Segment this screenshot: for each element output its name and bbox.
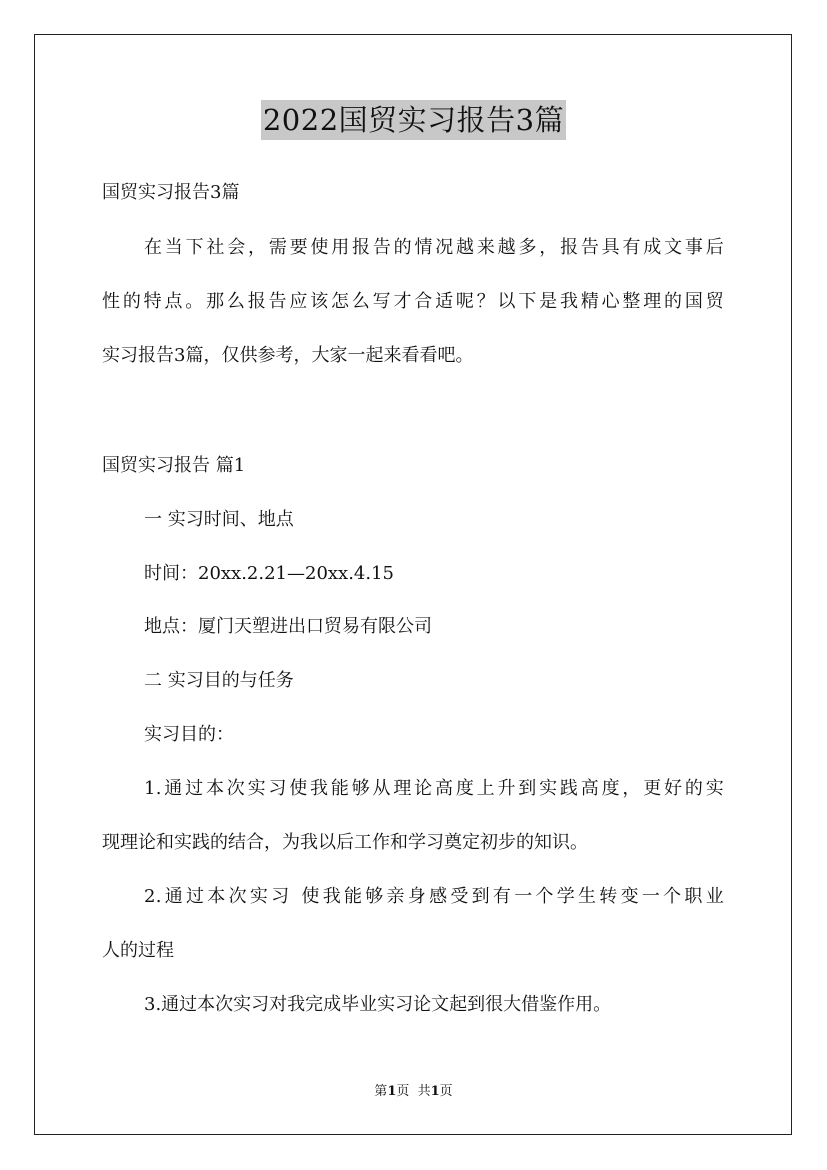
title-wrapper: [0, 100, 827, 140]
goal-1-line-2: 现理论和实践的结合，为我以后工作和学习奠定初步的知识。: [102, 832, 588, 853]
document-subtitle: 国贸实习报告3篇: [102, 182, 240, 203]
footer-total-pages: 1: [430, 1084, 440, 1099]
intro-line-2: 性的特点。那么报告应该怎么写才合适呢？以下是我精心整理的国贸: [102, 291, 724, 312]
footer-page-mid: 页 共: [396, 1084, 431, 1099]
time-line: 时间：20xx.2.21—20xx.4.15: [144, 563, 395, 584]
goal-3-line: 3.通过本次实习对我完成毕业实习论文起到很大借鉴作用。: [144, 994, 612, 1015]
intro-line-3: 实习报告3篇，仅供参考，大家一起来看看吧。: [102, 345, 474, 366]
document-title: 2022国贸实习报告3篇: [261, 100, 566, 140]
goal-1-line-1: 1.通过本次实习使我能够从理论高度上升到实践高度，更好的实: [144, 778, 724, 799]
footer-page-suffix: 页: [439, 1084, 453, 1099]
intro-line-1: 在当下社会，需要使用报告的情况越来越多，报告具有成文事后: [144, 237, 724, 258]
footer-page-prefix: 第: [374, 1084, 388, 1099]
section-heading: 国贸实习报告 篇1: [102, 455, 246, 476]
item-2-heading: 二 实习目的与任务: [144, 670, 294, 691]
place-line: 地点：厦门天塑进出口贸易有限公司: [144, 616, 432, 637]
goal-2-line-1: 2.通过本次实习 使我能够亲身感受到有一个学生转变一个职业: [144, 886, 724, 907]
goal-label: 实习目的：: [144, 724, 234, 745]
goal-2-line-2: 人的过程: [102, 940, 174, 961]
page-footer: [0, 1083, 827, 1101]
footer-page-number: 1: [387, 1084, 397, 1099]
item-1-heading: 一 实习时间、地点: [144, 509, 294, 530]
